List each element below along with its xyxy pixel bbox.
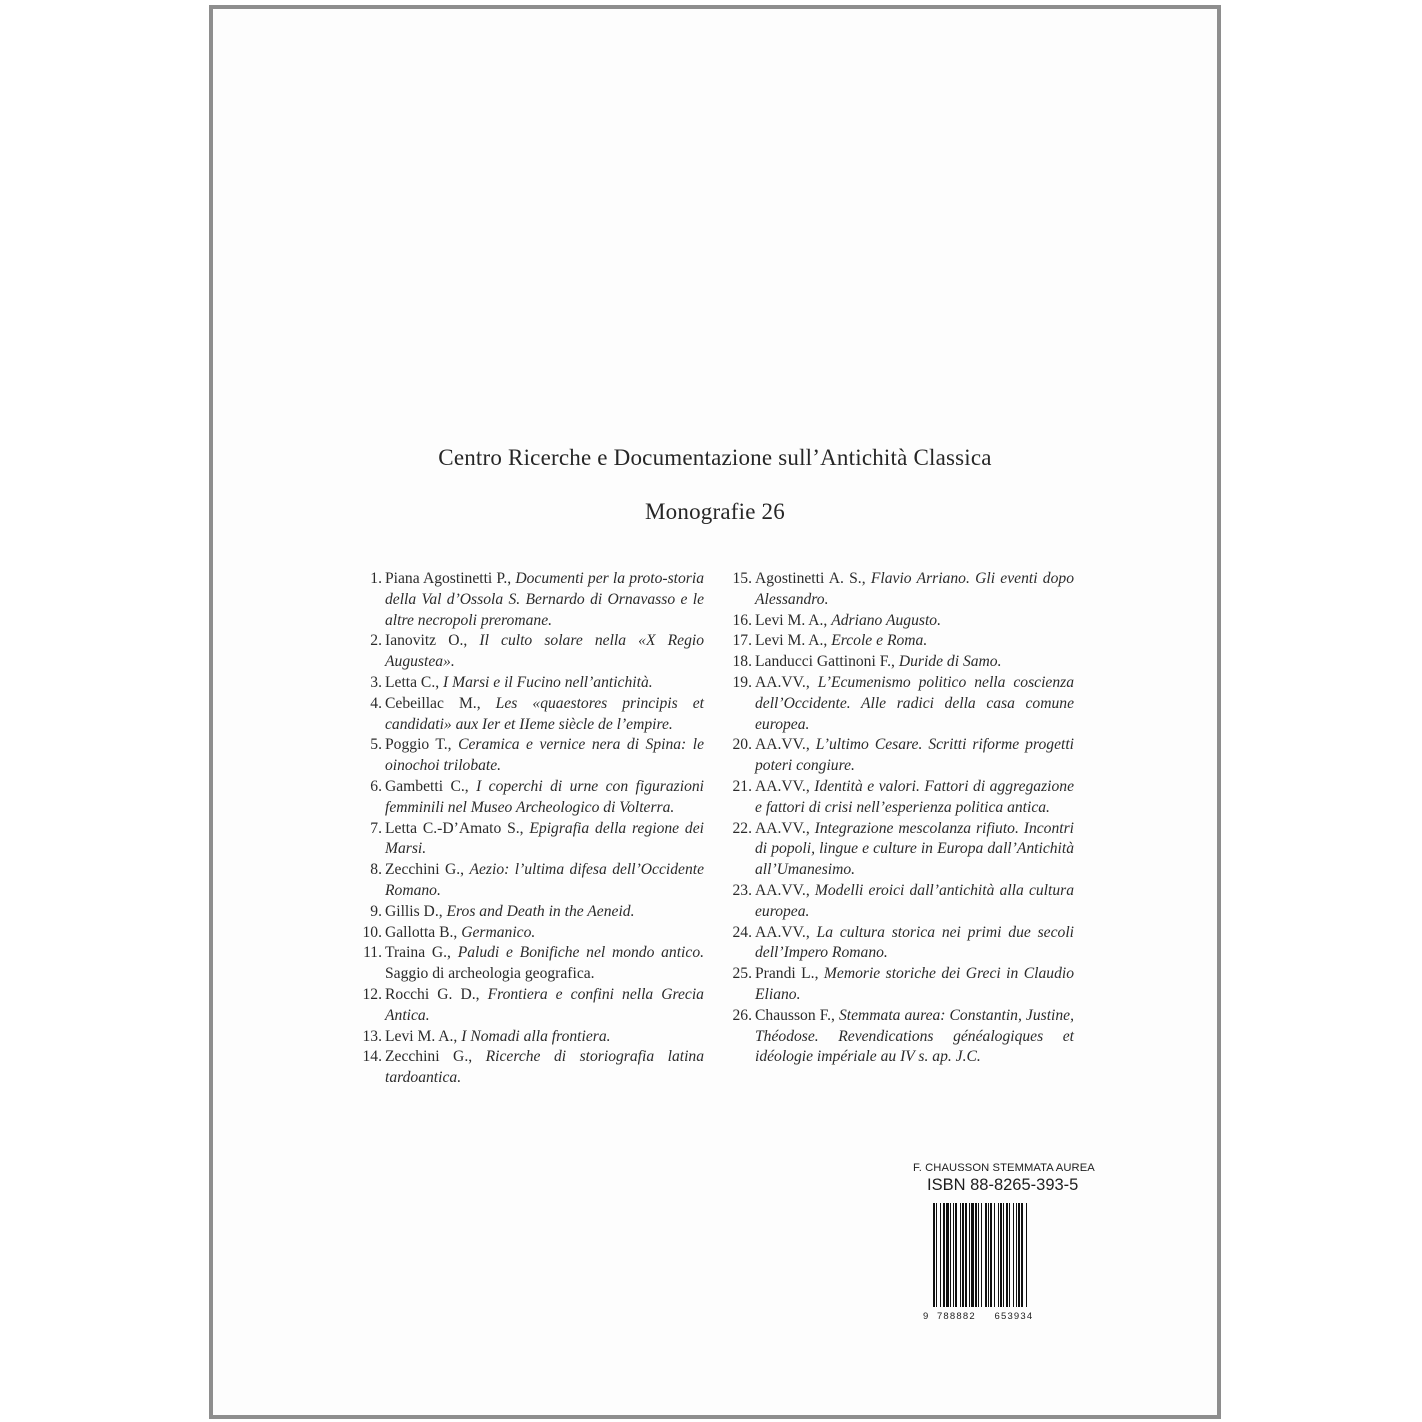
monograph-entry: [731, 819, 1074, 881]
entry-author: Poggio T.,: [385, 736, 459, 754]
barcode-digits: [923, 1311, 1033, 1322]
entry-number: 11.: [363, 944, 382, 962]
entry-number: 25.: [732, 965, 752, 983]
entry-title: Epigrafia della regione dei Marsi.: [385, 819, 704, 858]
entry-author: Letta C.,: [385, 673, 444, 691]
entry-number: 20.: [732, 736, 752, 754]
entry-title: Paludi e Bonifiche nel mondo antico.: [457, 944, 705, 962]
monograph-entry: [361, 819, 704, 861]
barcode-digit-prefix: 9: [923, 1311, 929, 1322]
barcode-bar: [1016, 1203, 1017, 1307]
monograph-entry: [731, 964, 1074, 1006]
entry-number: 12.: [362, 985, 382, 1003]
barcode-bar: [943, 1203, 945, 1307]
entry-author: Prandi L.,: [755, 965, 824, 983]
entry-number: 14.: [362, 1048, 382, 1066]
entry-title: Identità e valori. Fattori di aggregazione e fattori di crisi nell’esperienza politica antica.: [755, 777, 1074, 816]
entry-number: 15.: [732, 570, 752, 587]
monograph-entry: [731, 735, 1074, 777]
isbn-block: [913, 1161, 1103, 1322]
barcode-bar: [1000, 1203, 1002, 1307]
entry-number: 7.: [370, 819, 382, 837]
entry-title: Germanico.: [461, 923, 536, 941]
barcode-bar: [981, 1203, 982, 1307]
entry-author: Zecchini G.,: [385, 1048, 486, 1066]
entry-number: 10.: [362, 923, 382, 941]
entry-author: Levi M. A.,: [755, 632, 832, 650]
entry-title: I coperchi di urne con figurazioni femminili nel Museo Archeologico di Volterra.: [385, 777, 704, 816]
entry-title: Stemmata aurea: Constantin, Justine, Théodose. Revendications généalogiques et idéologie impériale au IV s. ap. J.C.: [755, 1006, 1074, 1066]
entry-title: Duride di Samo.: [898, 653, 1002, 671]
monograph-entry: [731, 673, 1074, 735]
isbn-title-label: F. CHAUSSON STEMMATA AUREA: [913, 1162, 1095, 1174]
entry-number: 8.: [370, 861, 382, 879]
monograph-entry: [731, 569, 1074, 611]
monograph-entry: [361, 943, 704, 985]
barcode-bar: [978, 1203, 979, 1307]
entry-title: Modelli eroici dall’antichità alla cultura europea.: [755, 881, 1074, 920]
barcode-bar: [960, 1203, 961, 1307]
entry-number: 23.: [732, 881, 752, 899]
monograph-entry: [361, 631, 704, 673]
monograph-number: Monografie 26: [645, 499, 785, 524]
entry-title: Integrazione mescolanza rifiuto. Incontri di popoli, lingue e culture in Europa dall’Antichità all’Umanesimo.: [755, 819, 1074, 879]
barcode-bar: [971, 1203, 974, 1307]
monograph-entry: [361, 923, 704, 944]
entry-number: 18.: [732, 653, 752, 671]
monograph-entry: [361, 985, 704, 1027]
monograph-entry: [361, 860, 704, 902]
monograph-list-left: [361, 569, 704, 1089]
entry-author: AA.VV.,: [755, 777, 815, 795]
barcode-digit-group-1: 788882: [936, 1311, 976, 1322]
monograph-entry: [731, 1006, 1074, 1068]
entry-title: Adriano Augusto.: [831, 611, 941, 629]
monograph-entry: [731, 652, 1074, 673]
entry-author: Agostinetti A. S.,: [755, 570, 871, 587]
entry-title: Ercole e Roma.: [831, 632, 928, 650]
barcode-bar: [1018, 1203, 1020, 1307]
entry-number: 5.: [370, 736, 382, 754]
barcode-bar: [1009, 1203, 1010, 1307]
barcode-bar: [1026, 1203, 1027, 1307]
barcode-bar: [969, 1203, 970, 1307]
entry-author: Traina G.,: [385, 944, 458, 962]
isbn-number: ISBN 88-8265-393-5: [927, 1176, 1079, 1194]
entry-number: 13.: [362, 1027, 382, 1045]
entry-title: Il culto solare nella «X Regio Augustea».: [385, 632, 704, 671]
entry-author: AA.VV.,: [755, 923, 817, 941]
barcode-bar: [985, 1203, 987, 1307]
monograph-entry: [361, 673, 704, 694]
entry-author: AA.VV.,: [755, 819, 815, 837]
barcode-bar: [953, 1203, 954, 1307]
barcode-bar: [994, 1203, 995, 1307]
entry-title: Ceramica e vernice nera di Spina: le oinochoi trilobate.: [385, 736, 704, 775]
entry-title: Les «quaestores principis et candidati» aux Ier et IIeme siècle de l’empire.: [385, 694, 705, 733]
entry-author: Chausson F.,: [755, 1006, 839, 1024]
entry-title: Documenti per la proto-storia della Val d’Ossola S. Bernardo di Ornavasso e le altre necropoli preromane.: [385, 570, 704, 629]
entry-title: Ricerche di storiografia latina tardoantica.: [385, 1048, 705, 1087]
entry-number: 21.: [732, 777, 752, 795]
entry-number: 16.: [732, 611, 752, 629]
barcode-bar: [1013, 1203, 1014, 1307]
monograph-entry: [361, 735, 704, 777]
entry-number: 9.: [370, 902, 382, 920]
barcode-bar: [965, 1203, 967, 1307]
monograph-entry: [731, 611, 1074, 632]
entry-title: Flavio Arriano. Gli eventi dopo Alessandro.: [755, 570, 1074, 608]
series-title: Centro Ricerche e Documentazione sull’Antichità Classica: [438, 445, 992, 470]
barcode-bar: [950, 1203, 951, 1307]
book-back-cover: [209, 5, 1221, 1419]
entry-author: Rocchi G. D.,: [385, 985, 488, 1003]
barcode-bar: [998, 1203, 999, 1307]
entry-author: Ianovitz O.,: [385, 632, 480, 650]
entry-number: 24.: [732, 923, 752, 941]
entry-author: Gillis D.,: [385, 902, 447, 920]
monograph-entry: [361, 569, 704, 631]
entry-subtitle: Saggio di archeologia geografica.: [385, 965, 595, 983]
entry-number: 2.: [370, 632, 382, 650]
entry-number: 26.: [732, 1006, 752, 1024]
barcode-digit-group-2: 653934: [994, 1311, 1034, 1322]
entry-author: Levi M. A.,: [385, 1027, 462, 1045]
barcode-bar: [990, 1203, 992, 1307]
entry-author: Levi M. A.,: [755, 611, 832, 629]
barcode-bar: [975, 1203, 977, 1307]
entry-author: Zecchini G.,: [385, 861, 470, 879]
monograph-entry: [731, 631, 1074, 652]
entry-number: 22.: [732, 819, 752, 837]
monograph-entry: [731, 777, 1074, 819]
entry-title: La cultura storica nei primi due secoli dell’Impero Romano.: [755, 923, 1074, 962]
entry-title: I Nomadi alla frontiera.: [461, 1027, 611, 1045]
barcode-bar: [936, 1203, 937, 1307]
entry-title: L’Ecumenismo politico nella coscienza dell’Occidente. Alle radici della casa comune europea.: [755, 673, 1074, 733]
monograph-entry: [361, 1047, 704, 1089]
entry-author: Letta C.-D’Amato S.,: [385, 819, 530, 837]
entry-number: 17.: [732, 632, 752, 650]
entry-number: 19.: [732, 673, 752, 691]
entry-author: AA.VV.,: [755, 881, 815, 899]
monograph-entry: [731, 923, 1074, 965]
monograph-list-right: [731, 569, 1074, 1068]
entry-title: L’ultimo Cesare. Scritti riforme progetti poteri congiure.: [755, 736, 1074, 775]
entry-title: Aezio: l’ultima difesa dell’Occidente Romano.: [385, 861, 704, 899]
entry-author: Landucci Gattinoni F.,: [755, 653, 899, 671]
entry-author: Piana Agostinetti P.,: [385, 570, 516, 587]
entry-author: Gambetti C.,: [385, 777, 477, 795]
entry-title: Eros and Death in the Aeneid.: [446, 902, 635, 920]
entry-number: 6.: [370, 777, 382, 795]
barcode-bar: [940, 1203, 941, 1307]
barcode-bar: [1021, 1203, 1023, 1307]
entry-number: 1.: [370, 570, 382, 587]
barcode-bar: [962, 1203, 964, 1307]
entry-title: I Marsi e il Fucino nell’antichità.: [443, 673, 653, 691]
entry-title: Memorie storiche dei Greci in Claudio Eliano.: [755, 965, 1074, 1003]
entry-author: AA.VV.,: [755, 673, 818, 691]
barcode-bar: [946, 1203, 949, 1307]
entry-number: 3.: [370, 673, 382, 691]
monograph-entry: [361, 777, 704, 819]
monograph-entry: [361, 902, 704, 923]
entry-author: Gallotta B.,: [385, 923, 462, 941]
entry-author: Cebeillac M.,: [385, 694, 496, 712]
monograph-entry: [731, 881, 1074, 923]
barcode-bar: [933, 1203, 935, 1307]
entry-title: Frontiera e confini nella Grecia Antica.: [385, 985, 704, 1024]
barcode-bar: [988, 1203, 989, 1307]
entry-number: 4.: [370, 694, 382, 712]
entry-author: AA.VV.,: [755, 736, 816, 754]
barcode-bar: [1006, 1203, 1008, 1307]
monograph-entry: [361, 694, 704, 736]
barcode-icon: [931, 1203, 1067, 1307]
barcode-bar: [955, 1203, 957, 1307]
barcode-bar: [1003, 1203, 1004, 1307]
monograph-entry: [361, 1027, 704, 1048]
